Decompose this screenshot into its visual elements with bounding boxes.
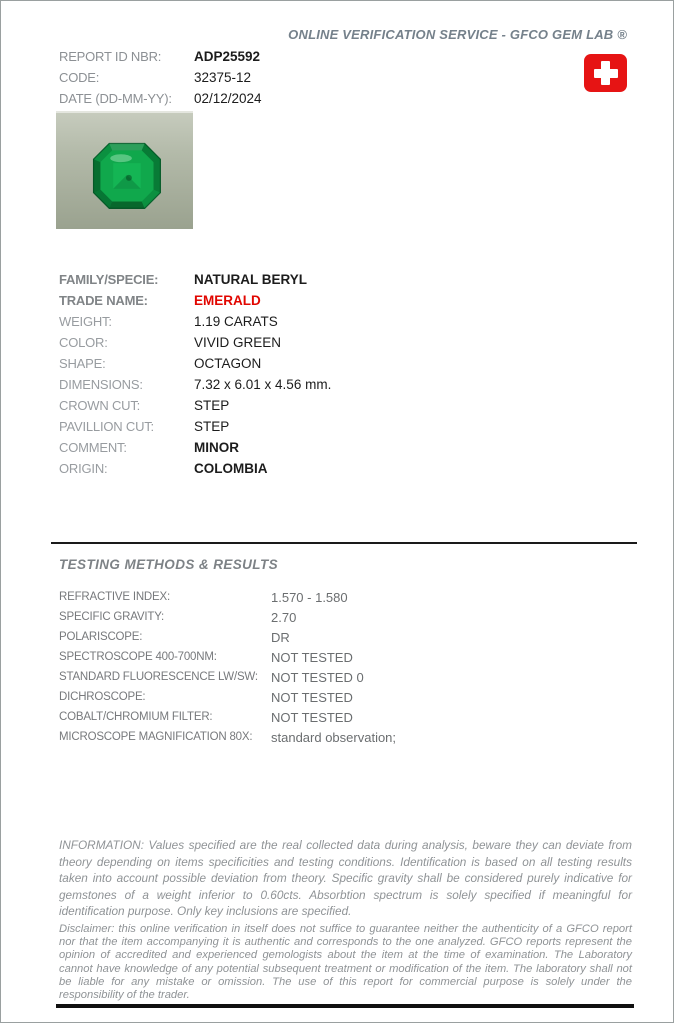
- family-label: FAMILY/SPECIE:: [59, 272, 159, 287]
- refractive-index-row: [59, 587, 396, 607]
- spectroscope-row: [59, 647, 396, 667]
- microscope-value: standard observation;: [271, 729, 397, 745]
- testing-section-title: TESTING METHODS & RESULTS: [59, 557, 279, 572]
- polariscope-label: POLARISCOPE:: [59, 631, 143, 643]
- shape-row: [59, 353, 331, 374]
- origin-value: COLOMBIA: [194, 461, 268, 476]
- polariscope-value: DR: [271, 629, 290, 645]
- origin-label: ORIGIN:: [59, 461, 108, 476]
- crown-cut-row: [59, 395, 331, 416]
- family-value: NATURAL BERYL: [194, 272, 307, 287]
- weight-row: [59, 311, 331, 332]
- report-id-label: REPORT ID NBR:: [59, 49, 162, 64]
- dimensions-label: DIMENSIONS:: [59, 377, 143, 392]
- gem-photo: [56, 111, 193, 229]
- swiss-flag-icon: [584, 54, 627, 92]
- code-label: CODE:: [59, 70, 100, 85]
- fluorescence-label: STANDARD FLUORESCENCE LW/SW:: [59, 671, 258, 683]
- cobalt-filter-row: [59, 707, 396, 727]
- section-divider: [51, 542, 637, 544]
- pavillion-cut-label: PAVILLION CUT:: [59, 419, 154, 434]
- date-value: 02/12/2024: [194, 91, 262, 106]
- cobalt-filter-label: COBALT/CHROMIUM FILTER:: [59, 711, 213, 723]
- origin-row: [59, 458, 331, 479]
- shape-label: SHAPE:: [59, 356, 106, 371]
- information-paragraph: INFORMATION: Values specified are the real collected data during analysis, beware they can deviate from theory depending on items specificities and testing conditions. Identification is based on all testing results taken into account possible deviation from theory. Specific gravity shall be considered purely indicative for gemstones of a weight inferior to 0.60cts. Absorbtion spectrum is solely specified if meaningful for identification purpose. Only key inclusions are specified.: [59, 838, 632, 919]
- swiss-cross-horizontal: [594, 69, 618, 78]
- crown-cut-label: CROWN CUT:: [59, 398, 141, 413]
- refractive-index-label: REFRACTIVE INDEX:: [59, 591, 170, 603]
- comment-row: [59, 437, 331, 458]
- weight-label: WEIGHT:: [59, 314, 112, 329]
- trade-name-row: [59, 290, 331, 311]
- testing-results-table: [59, 587, 396, 747]
- spectroscope-value: NOT TESTED: [271, 649, 353, 665]
- comment-value: MINOR: [194, 440, 239, 455]
- specific-gravity-value: 2.70: [271, 609, 297, 625]
- date-row: [59, 88, 262, 109]
- trade-name-label: TRADE NAME:: [59, 293, 148, 308]
- report-id-row: [59, 46, 262, 67]
- dimensions-row: [59, 374, 331, 395]
- dichroscope-value: NOT TESTED: [271, 689, 353, 705]
- spectroscope-label: SPECTROSCOPE 400-700NM:: [59, 651, 217, 663]
- color-label: COLOR:: [59, 335, 108, 350]
- family-row: [59, 269, 331, 290]
- microscope-label: MICROSCOPE MAGNIFICATION 80X:: [59, 731, 253, 743]
- microscope-row: [59, 727, 396, 747]
- cobalt-filter-value: NOT TESTED: [271, 709, 353, 725]
- color-row: [59, 332, 331, 353]
- report-id-block: [59, 46, 262, 109]
- report-id-value: ADP25592: [194, 49, 261, 64]
- shape-value: OCTAGON: [194, 356, 262, 371]
- bottom-rule: [56, 1004, 634, 1008]
- dichroscope-row: [59, 687, 396, 707]
- trade-name-value: EMERALD: [194, 293, 261, 308]
- disclaimer-paragraph: Disclaimer: this online verification in itself does not suffice to guarantee neither the authenticity of a GFCO report nor that the item accompanying it is authentic and corresponds to the one analyzed. GFCO reports represent the opinion of accredited and experienced gemologists about the item at the time of examination. The Laboratory cannot have knowledge of any potential subsequent treatment or modification of the item. The laboratory shall not be liable for any mistake or omission. The use of this report for commercial purpose is solely under the responsibility of the trader.: [59, 923, 632, 1002]
- comment-label: COMMENT:: [59, 440, 127, 455]
- pavillion-cut-row: [59, 416, 331, 437]
- weight-value: 1.19 CARATS: [194, 314, 278, 329]
- specific-gravity-row: [59, 607, 396, 627]
- gem-details-table: [59, 269, 331, 479]
- specific-gravity-label: SPECIFIC GRAVITY:: [59, 611, 165, 623]
- date-label: DATE (DD-MM-YY):: [59, 91, 172, 106]
- emerald-illustration: [56, 113, 193, 229]
- service-title: ONLINE VERIFICATION SERVICE - GFCO GEM LAB ®: [288, 27, 627, 42]
- crown-cut-value: STEP: [194, 398, 230, 413]
- code-row: [59, 67, 262, 88]
- fluorescence-value: NOT TESTED 0: [271, 669, 364, 685]
- code-value: 32375-12: [194, 70, 252, 85]
- dichroscope-label: DICHROSCOPE:: [59, 691, 146, 703]
- dimensions-value: 7.32 x 6.01 x 4.56 mm.: [194, 377, 332, 392]
- fluorescence-row: [59, 667, 396, 687]
- polariscope-row: [59, 627, 396, 647]
- refractive-index-value: 1.570 - 1.580: [271, 589, 348, 605]
- color-value: VIVID GREEN: [194, 335, 282, 350]
- pavillion-cut-value: STEP: [194, 419, 230, 434]
